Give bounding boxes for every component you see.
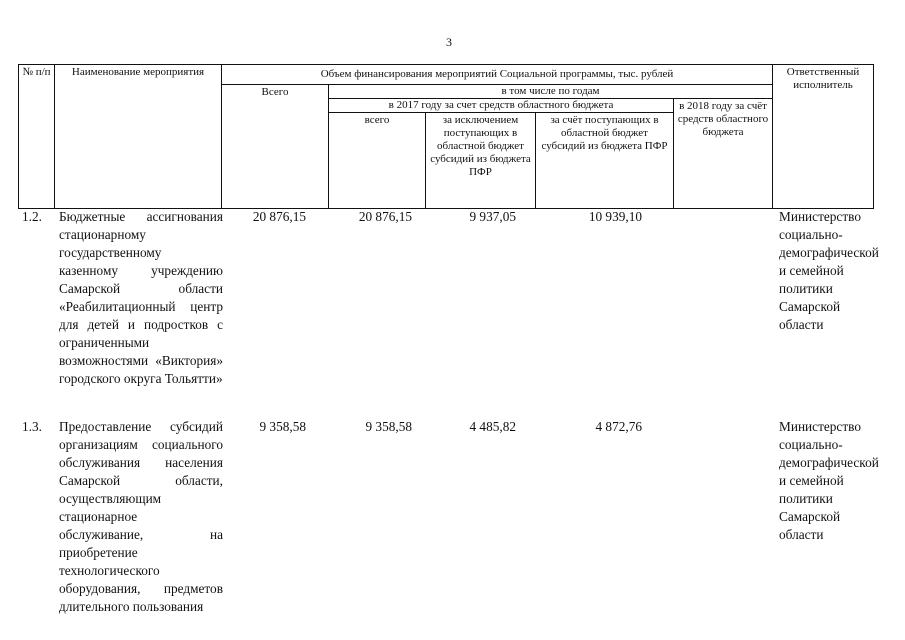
row-num: 1.3. <box>22 419 42 434</box>
header-2017: в 2017 году за счет средств областного бюджета <box>329 99 674 113</box>
row-2017-pfr: 4 872,76 <box>595 419 642 434</box>
header-num: № п/п <box>19 65 55 209</box>
header-2017-pfr: за счёт поступающих в областной бюджет субсидий из бюджета ПФР <box>536 113 674 209</box>
row-name: Бюджетные ассигнования стационарному государственному казенному учреждению Самарской области «Реабилитационный центр для детей и подростков с ограниченными возможностями «Виктория» городского округа Тольятти» <box>59 209 223 386</box>
row-2017-excl: 4 485,82 <box>469 419 516 434</box>
row-responsible: Министерство социально-демографической и семейной политики Самарской области <box>779 419 879 542</box>
row-num: 1.2. <box>22 209 42 224</box>
header-by-years: в том числе по годам <box>329 85 773 99</box>
row-name: Предоставление субсидий организациям социального обслуживания населения Самарской области, осуществляющим стационарное обслуживание, на приобретение технологического оборудования, предметов длительного пользования <box>59 419 223 614</box>
header-2018: в 2018 году за счёт средств областного бюджета <box>674 99 773 209</box>
header-volume: Объем финансирования мероприятий Социальной программы, тыс. рублей <box>222 65 773 85</box>
header-2017-excl: за исключением поступающих в областной бюджет субсидий из бюджета ПФР <box>426 113 536 209</box>
page-number: 3 <box>446 35 452 49</box>
row-total: 20 876,15 <box>252 209 306 224</box>
row-2017-pfr: 10 939,10 <box>588 209 642 224</box>
row-2017-total: 9 358,58 <box>365 419 412 434</box>
row-responsible: Министерство социально-демографической и семейной политики Самарской области <box>779 209 879 332</box>
header-responsible: Ответственный исполнитель <box>773 65 874 209</box>
row-total: 9 358,58 <box>259 419 306 434</box>
header-total: Всего <box>222 85 329 209</box>
financing-table-header <box>18 64 874 209</box>
header-2017-all: всего <box>329 113 426 209</box>
row-2017-excl: 9 937,05 <box>469 209 516 224</box>
header-name: Наименование мероприятия <box>55 65 222 209</box>
row-2017-total: 20 876,15 <box>358 209 412 224</box>
